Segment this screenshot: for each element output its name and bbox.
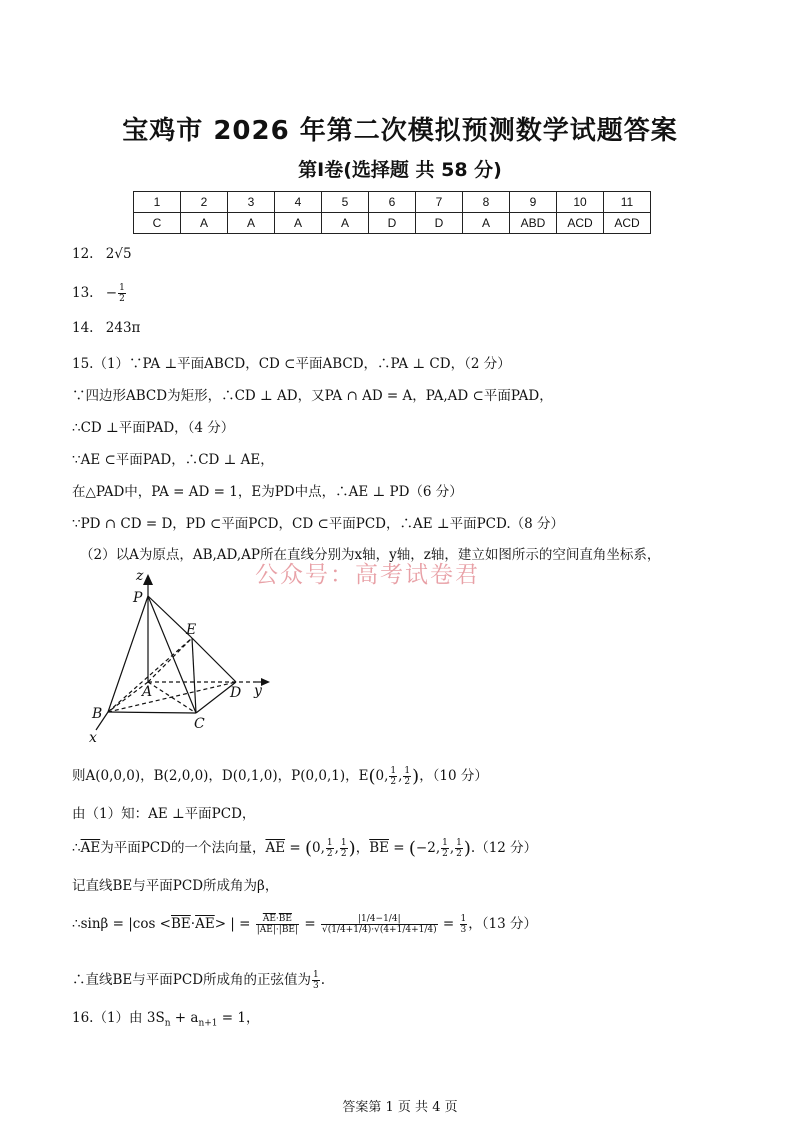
fraction: $\frac{1}{2}$ (404, 766, 411, 787)
axis-label-y: y (254, 683, 262, 699)
table-row-answers (134, 213, 651, 234)
fraction: $\frac{1}{2}$ (340, 838, 347, 859)
table-cell: A (322, 213, 369, 234)
table-cell: ACD (604, 213, 651, 234)
table-cell: 10 (557, 192, 604, 213)
fraction: $\frac{1}{2}$ (390, 766, 397, 787)
table-cell: 8 (463, 192, 510, 213)
q15-line-10: $\therefore\overline{AE}$为平面PCD的一个法向量，$\overline{AE} = (0$, $\frac{1}{2}$ , $\frac{1}{2}$ )，$\overline{BE} = (-2$, $\frac{1}{2}$ , $\frac{1}{2}$ ).（12 分） (72, 838, 538, 859)
fraction: $\frac{|1/4-1/4|}{√(1/4+1/4)\cdot√(4+1/4+1/4)}$ (321, 914, 437, 935)
table-cell: 5 (322, 192, 369, 213)
fraction: $\frac{1}{3}$ (460, 914, 467, 935)
table-cell: A (181, 213, 228, 234)
table-cell: D (369, 213, 416, 234)
fraction: $\frac{1}{2}$ (326, 838, 333, 859)
q15-line-8: 则A(0,0,0)，B(2,0,0)，D(0,1,0)，P(0,0,1)，E(0, $\frac{1}{2}$ , $\frac{1}{2}$ )，（10 分） (72, 766, 488, 787)
table-cell: 4 (275, 192, 322, 213)
q15-line-2: ∵四边形ABCD为矩形，∴CD ⊥ AD，又PA ∩ AD = A，PA,AD ⊂平面PAD， (72, 388, 553, 404)
table-cell: 7 (416, 192, 463, 213)
table-cell: 9 (510, 192, 557, 213)
table-row-numbers (134, 192, 651, 213)
fraction: $\frac{1}{3}$ (313, 970, 319, 991)
q15-line-3: ∴CD ⊥平面PAD，（4 分） (72, 420, 235, 436)
q15-line-4: ∵AE ⊂平面PAD，∴CD ⊥ AE， (72, 452, 274, 468)
table-cell: 11 (604, 192, 651, 213)
q15-line-9: 由（1）知：AE ⊥平面PCD， (72, 806, 256, 822)
answer-table (133, 191, 651, 234)
table-cell: C (134, 213, 181, 234)
q15-line-13: ∴直线BE与平面PCD所成角的正弦值为 $\frac{1}{3}$ . (72, 970, 326, 991)
table-cell: A (463, 213, 510, 234)
point-label-a: A (142, 684, 153, 700)
point-label-p: P (133, 590, 143, 606)
point-label-d: D (230, 685, 242, 701)
table-cell: ACD (557, 213, 604, 234)
table-cell: A (228, 213, 275, 234)
q15-line-12: ∴sinβ = $|\cos <\overline{BE}\cdot\overline{AE}>$ | = $\frac{\overline{AE}\cdot\overline{BE}}{|\overline{AE}|\cdot|\overline{BE}|}$ = $\frac{|1/4-1/4|}{√(1/4+1/4)\cdot√(4+1/4+1/4)}$ = $\frac{1}{3}$ ，（13 分） (72, 914, 537, 935)
q15-line-5: 在△PAD中，PA = AD = 1，E为PD中点，∴AE ⊥ PD（6 分） (72, 484, 463, 500)
q15-line-6: ∵PD ∩ CD = D，PD ⊂平面PCD，CD ⊂平面PCD，∴AE ⊥平面PCD.（8 分） (72, 516, 565, 532)
q15-line-1: 15.（1）∵PA ⊥平面ABCD，CD ⊂平面ABCD，∴PA ⊥ CD，（2 分） (72, 356, 511, 372)
axis-label-x: x (89, 730, 97, 746)
table-cell: 1 (134, 192, 181, 213)
coordinate-figure (78, 566, 278, 750)
point-label-e: E (186, 622, 197, 638)
watermark: 公众号：高考试卷君 (255, 562, 480, 588)
table-cell: ABD (510, 213, 557, 234)
fraction: $\frac{1}{2}$ (442, 838, 448, 859)
q14-answer: 14. 243π (72, 320, 141, 336)
q12-answer: 12. 2√5 (72, 246, 132, 262)
q15-line-7: （2）以A为原点，AB,AD,AP所在直线分别为x轴，y轴，z轴，建立如图所示的空间直角坐标系， (80, 547, 661, 563)
section-subtitle: 第Ⅰ卷(选择题 共 58 分) (298, 159, 502, 181)
table-cell: A (275, 213, 322, 234)
axis-label-z: z (136, 568, 144, 584)
fraction: $\frac{1}{2}$ (119, 283, 125, 304)
page-title: 宝鸡市 2026 年第二次模拟预测数学试题答案 (122, 116, 678, 146)
q16-line-1: 16.（1）由 $3S_n + a_{n+1} = 1$， (72, 1010, 260, 1029)
point-label-b: B (92, 706, 103, 722)
fraction: $\frac{1}{2}$ (456, 838, 462, 859)
page-footer: 答案第 1 页 共 4 页 (342, 1100, 458, 1115)
table-cell: D (416, 213, 463, 234)
fraction: $\frac{\overline{AE}\cdot\overline{BE}}{|\overline{AE}|\cdot|\overline{BE}|}$ (256, 914, 299, 935)
pyramid-diagram (78, 566, 278, 746)
table-cell: 6 (369, 192, 416, 213)
q15-line-11: 记直线BE与平面PCD所成角为β， (72, 878, 279, 894)
q13-answer: 13. − $\frac{1}{2}$ (72, 283, 125, 304)
table-cell: 3 (228, 192, 275, 213)
point-label-c: C (194, 716, 205, 732)
table-cell: 2 (181, 192, 228, 213)
